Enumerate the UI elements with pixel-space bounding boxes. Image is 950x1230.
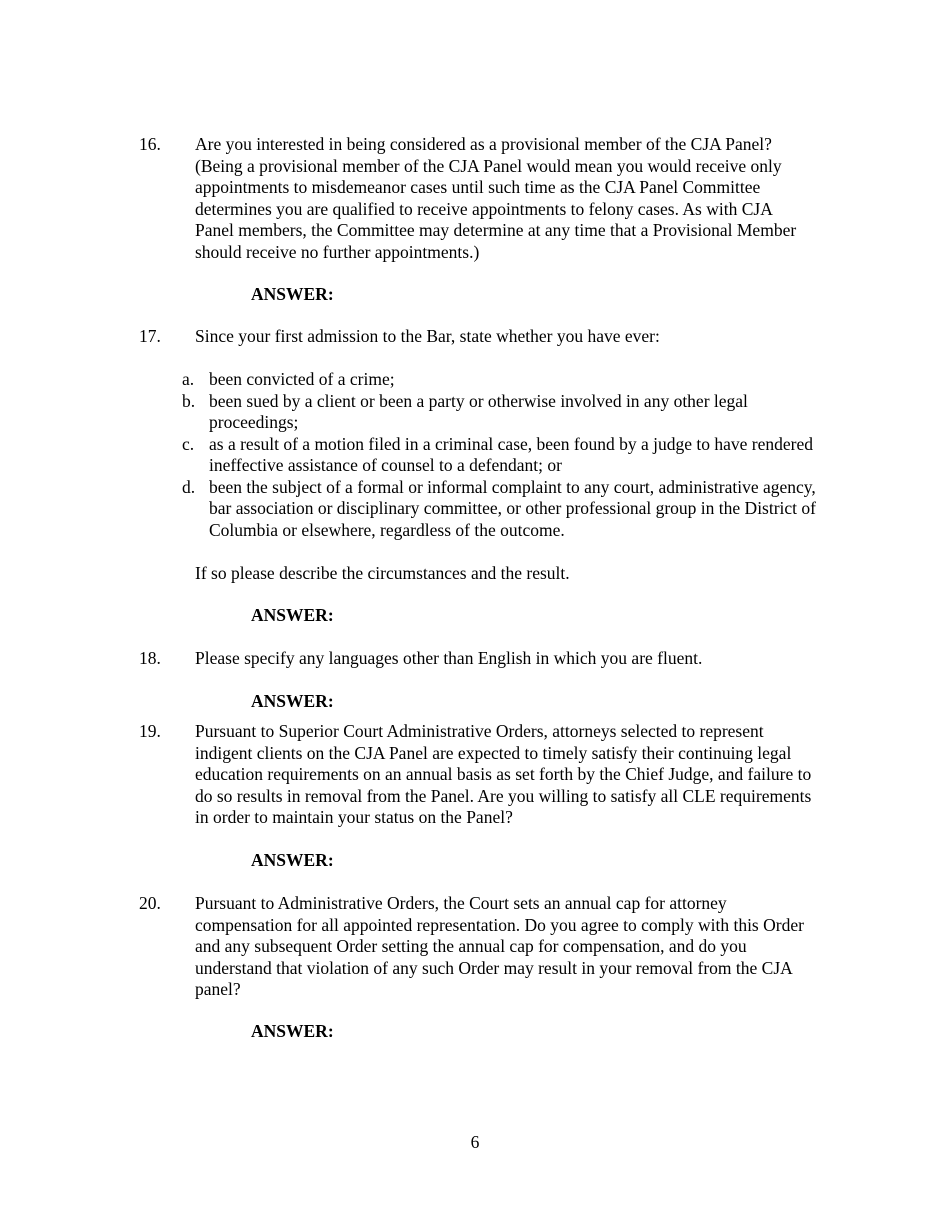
question-number: 18.	[139, 648, 161, 668]
question-number: 20.	[139, 893, 161, 913]
question-text: Pursuant to Superior Court Administrative Orders, attorneys selected to represent indigent clients on the CJA Panel are expected to timely satisfy their continuing legal education requirements on an annual basis as set forth by the Chief Judge, and failure to do so results in removal from the Panel. Are you willing to satisfy all CLE requirements in order to maintain your status on the Panel?	[195, 721, 812, 827]
list-item-letter: d.	[182, 476, 196, 497]
list-item-letter: c.	[182, 433, 195, 454]
answer-label: ANSWER:	[251, 605, 334, 625]
list-item-letter: a.	[182, 369, 195, 389]
list-item-text: been sued by a client or been a party or otherwise involved in any other legal proceedings;	[209, 390, 748, 432]
list-item	[182, 477, 822, 542]
list-item	[182, 434, 822, 477]
answer-label: ANSWER:	[251, 850, 334, 870]
list-item	[182, 369, 822, 391]
question-text: Pursuant to Administrative Orders, the Court sets an annual cap for attorney compensation for all appointed representation. Do you agree to comply with this Order and any subsequent Order setting the annual cap for compensation, and do you understand that violation of any such Order may result in your removal from the CJA panel?	[195, 893, 804, 999]
question-18	[139, 648, 819, 670]
page-number: 6	[470, 1132, 480, 1152]
list-item	[182, 391, 822, 434]
question-17-followup: If so please describe the circumstances and the result.	[195, 563, 570, 583]
question-17-list	[182, 369, 822, 541]
question-text: Since your first admission to the Bar, state whether you have ever:	[195, 326, 660, 346]
list-item-text: been the subject of a formal or informal complaint to any court, administrative agency, bar association or disciplinary committee, or other professional group in the District of Columbia or elsewhere, regardless of the outcome.	[209, 476, 816, 540]
answer-label: ANSWER:	[251, 1021, 334, 1041]
question-text: Please specify any languages other than English in which you are fluent.	[195, 648, 703, 668]
list-item-letter: b.	[182, 390, 196, 411]
answer-label: ANSWER:	[251, 284, 334, 304]
question-16	[139, 134, 819, 263]
question-number: 19.	[139, 721, 161, 741]
question-text: Are you interested in being considered as a provisional member of the CJA Panel? (Being a provisional member of the CJA Panel would mean you would receive only appointments to misdemeanor cases until such time as the CJA Panel Committee determines you are qualified to receive appointments to felony cases. As with CJA Panel members, the Committee may determine at any time that a Provisional Member should receive no further appointments.)	[195, 134, 797, 262]
question-19	[139, 721, 819, 829]
answer-label: ANSWER:	[251, 691, 334, 711]
list-item-text: as a result of a motion filed in a criminal case, been found by a judge to have rendered ineffective assistance of counsel to a defendant; or	[209, 433, 814, 475]
list-item-text: been convicted of a crime;	[209, 369, 395, 389]
question-20	[139, 893, 819, 1001]
question-number: 16.	[139, 134, 161, 154]
question-number: 17.	[139, 326, 161, 346]
question-17	[139, 326, 819, 348]
